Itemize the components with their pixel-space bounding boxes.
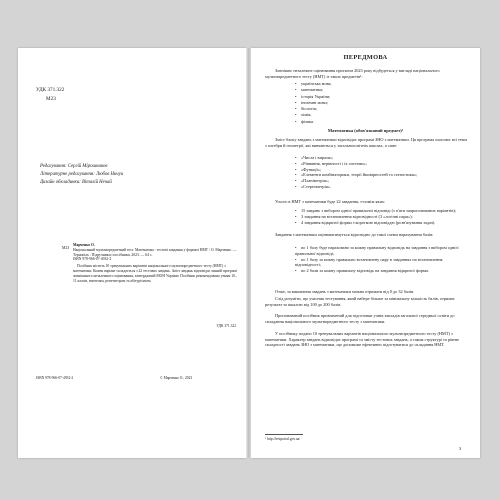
list-item: • математика; xyxy=(295,87,332,93)
list-item: • «Планіметрія»; xyxy=(295,178,465,184)
list-item: • «Рівняння, нерівності і їх системи»; xyxy=(295,161,465,167)
max-score-paragraph: Отже, за виконання завдань з математики можна отримати від 0 до 32 балів. xyxy=(275,289,415,294)
scoring-list xyxy=(295,245,465,274)
topic-list xyxy=(295,155,465,190)
tasks-intro: Усього в НМТ з математики буде 22 завдання, з-поміж яких: xyxy=(275,199,386,204)
catalog-card xyxy=(62,243,238,333)
card-isbn: ISBN 978-966-07-4932-2 xyxy=(73,257,112,262)
card-code: М23 xyxy=(62,246,70,250)
card-description: Національний мультипредметний тест. Математика : тестові завдання у форматі НМТ / О. Марченко. — Тернопіль : Підручники і посібники, 2023. — 64 с. xyxy=(73,247,237,257)
udk-code: УДК 371.322 xyxy=(36,87,65,93)
purpose-paragraph: Пропонований посібник призначений для підготовки учнів закладів загальної середньої освіти до складання національного мультипредметного тесту з математики. xyxy=(265,313,455,324)
copyright: © Марченко О., 2023 xyxy=(160,376,193,380)
footnote: ¹ http://testportal.gov.ua/ xyxy=(265,437,301,441)
list-item: • історія України; xyxy=(295,94,332,100)
list-item: • по 2 бали за кожну правильну відповідь на завдання відкритої форми. xyxy=(295,268,465,274)
card-udk: УДК 371.322 xyxy=(216,324,236,328)
card-author: Марченко О. xyxy=(73,243,95,247)
credit-editor: Редагування: Сергій Мірошников xyxy=(40,164,108,169)
left-page xyxy=(18,48,246,458)
card-body xyxy=(73,243,238,283)
page-title: ПЕРЕДМОВА xyxy=(343,54,388,61)
list-item: • українська мова; xyxy=(295,81,332,87)
right-page xyxy=(251,48,480,458)
threshold-paragraph: Слід розуміти, що учасник тестування, який набере більше за мінімальну кількість балів, отримає результат за шкалою від 100 до 200 балів. xyxy=(265,296,455,307)
math-intro-paragraph: Зміст блоку завдань з математики відповідає програмі ЗНО з математики. Ця програма охоплює всі теми з алгебри й геометрії, які вивчаються у загальноосвітніх школах, а саме: xyxy=(265,137,467,148)
intro-paragraph: Зовнішнє незалежне оцінювання протягом 2023 року відбудеться у вигляді національного мультипредметного тесту (НМТ) із таких предметів¹: xyxy=(265,68,440,79)
math-heading: Математика (обов'язковий предмет)¹ xyxy=(327,128,404,133)
credits xyxy=(40,163,123,187)
list-item: • по 1 балу за кожну правильно встановлену пару в завданнях на встановлення відповідності; xyxy=(295,257,465,269)
list-item: • «Числа і вирази»; xyxy=(295,155,465,161)
task-list xyxy=(295,208,465,225)
list-item: • «Елементи комбінаторики, теорії ймовірностей та статистики»; xyxy=(295,172,465,178)
list-item: • 4 завдання відкритої форми з короткою відповіддю (розв'язування задач). xyxy=(295,220,465,226)
list-item: • по 1 балу буде нараховано за кожну правильну відповідь на завдання з вибором однієї правильної відповіді; xyxy=(295,245,465,257)
list-item: • біологія; xyxy=(295,106,332,112)
list-item: • фізика. xyxy=(295,119,332,125)
list-item: • іноземні мови; xyxy=(295,100,332,106)
list-item: • 3 завдання на встановлення відповідності (3 «логічні пари»); xyxy=(295,214,465,220)
list-item: • «Функції»; xyxy=(295,167,465,173)
list-item: • «Стереометрія». xyxy=(295,184,465,190)
bbk-code: М23 xyxy=(46,96,56,102)
page-number: 3 xyxy=(459,446,462,451)
list-item: • 15 завдань з вибором однієї правильної відповіді (з п'яти запропонованих варіантів); xyxy=(295,208,465,214)
scoring-intro: Завдання з математики оцінюватимуться відповідно до такої схеми нарахування балів: xyxy=(275,232,434,237)
subject-list xyxy=(295,81,332,125)
isbn-bottom: ISBN 978-966-07-4932-2 xyxy=(36,376,74,380)
credit-cover-design: Дизайн обкладинки: Віталій Нечай xyxy=(40,180,112,185)
list-item: • хімія; xyxy=(295,112,332,118)
credit-literary-editor: Літературне редагування: Любов Ничуи xyxy=(40,172,124,177)
footnote-divider xyxy=(265,434,303,435)
contents-paragraph: У посібнику подано 10 тренувальних варіантів національного мультипредметного тесту (НМТ) з математики. Характер завдань відповідає програмі та змісту тестових завдань, а також структурі та рівню складності завдань ЗНО з математики, що допоможе ефективно підготуватися до складання НМТ. xyxy=(265,331,459,348)
card-annotation: Посібник містить 10 тренувальних варіантів національного мультипредметного тесту (НМТ) з математики. Кожен варіант складається з 22 тестових завдань. Зміст завдань відповідає чинній програмі зовнішнього незалежного оцінювання, затвердженій МОН України. Посібник рекомендовано учням 10–11 класів, вчителям, репетиторам та абітурієнтам. xyxy=(73,264,237,283)
